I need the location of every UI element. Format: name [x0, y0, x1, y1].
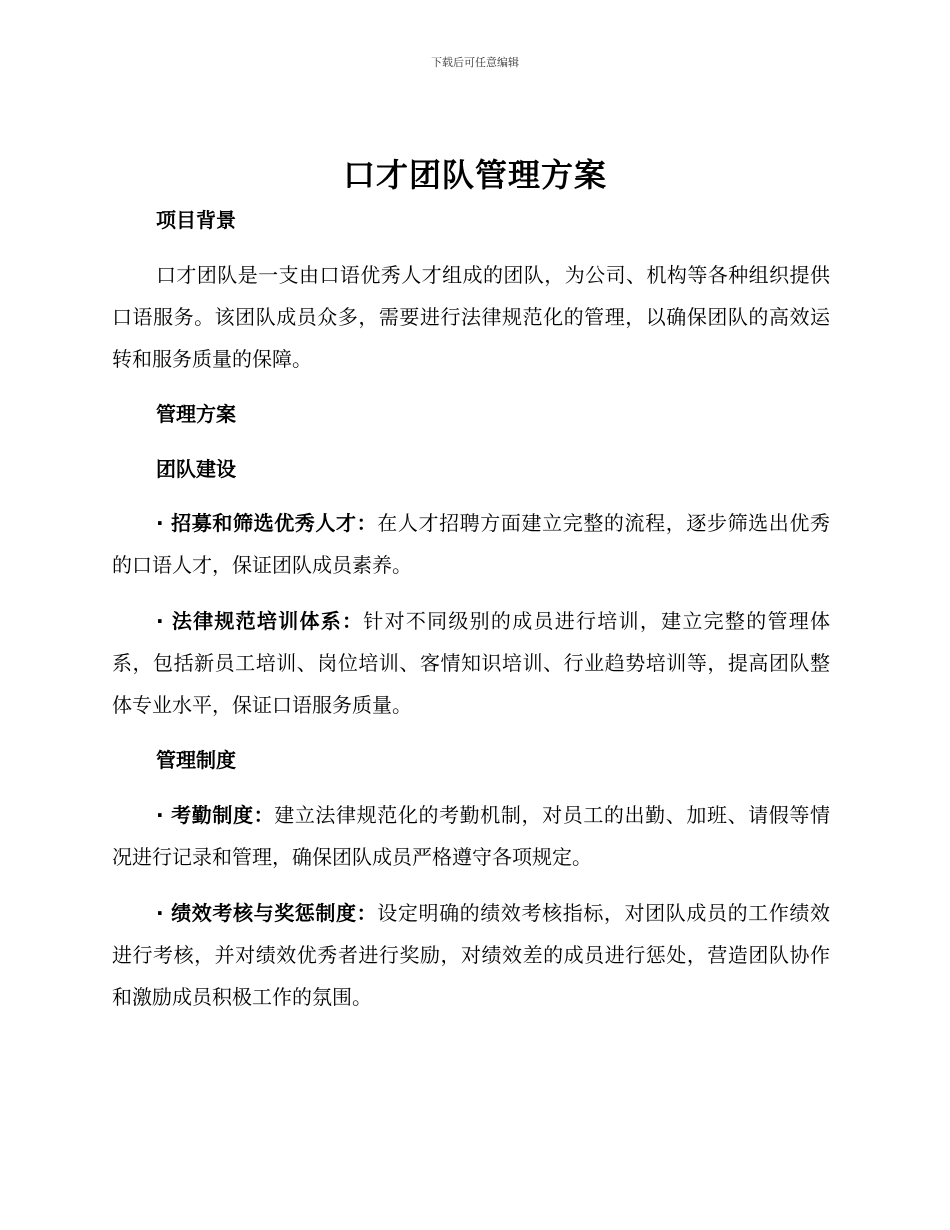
system-item-performance-text: 设定明确的绩效考核指标，对团队成员的工作绩效进行考核，并对绩效优秀者进行奖励，对绩效差的成员进行惩处，营造团队协作和激励成员积极工作的氛围。 — [112, 901, 831, 1009]
system-item-attendance-lead: · 考勤制度： — [156, 803, 275, 827]
system-item-attendance — [112, 794, 830, 878]
section-heading-plan: 管理方案 — [156, 402, 236, 426]
section-heading-system: 管理制度 — [156, 748, 236, 772]
team-item-training-text: 针对不同级别的成员进行培训，建立完整的管理体系，包括新员工培训、岗位培训、客情知识培训、行业趋势培训等，提高团队整体专业水平，保证口语服务质量。 — [112, 609, 831, 717]
header-note: 下载后可任意编辑 — [431, 56, 519, 69]
background-paragraph: 口才团队是一支由口语优秀人才组成的团队，为公司、机构等各种组织提供口语服务。该团队成员众多，需要进行法律规范化的管理，以确保团队的高效运转和服务质量的保障。 — [112, 263, 830, 371]
section-heading-background: 项目背景 — [156, 208, 236, 232]
section-heading-team: 团队建设 — [156, 457, 236, 481]
team-item-training — [112, 600, 830, 726]
system-item-attendance-text: 建立法律规范化的考勤机制，对员工的出勤、加班、请假等情况进行记录和管理，确保团队成员严格遵守各项规定。 — [112, 803, 831, 869]
document-title: 口才团队管理方案 — [342, 156, 607, 194]
team-item-recruitment — [112, 502, 830, 586]
team-item-training-lead: · 法律规范培训体系： — [156, 609, 364, 633]
system-item-performance-lead: · 绩效考核与奖惩制度： — [156, 901, 378, 925]
system-item-performance — [112, 892, 830, 1018]
team-item-recruitment-lead: · 招募和筛选优秀人才： — [156, 511, 378, 535]
team-item-recruitment-text: 在人才招聘方面建立完整的流程，逐步筛选出优秀的口语人才，保证团队成员素养。 — [112, 511, 831, 577]
